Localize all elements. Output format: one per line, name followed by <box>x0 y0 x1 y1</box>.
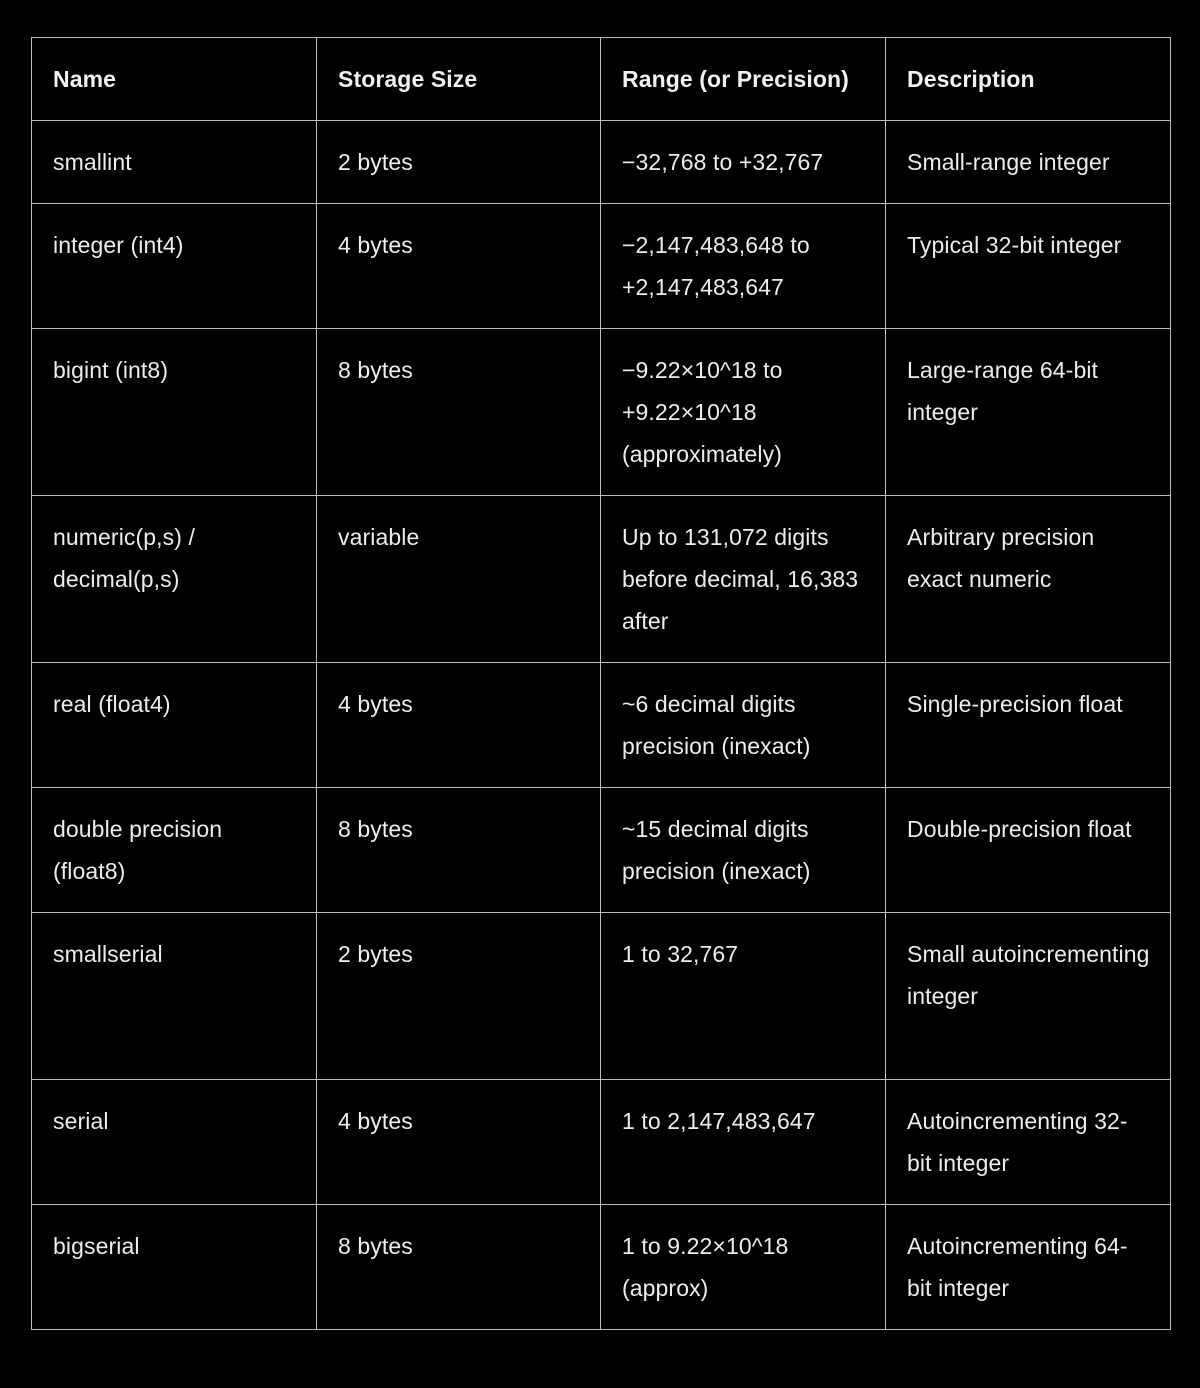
cell-description: Typical 32-bit integer <box>886 204 1171 329</box>
cell-range: −32,768 to +32,767 <box>601 121 886 204</box>
header-name: Name <box>32 38 317 121</box>
numeric-types-table <box>31 37 1171 1330</box>
numeric-types-table-container <box>31 37 1170 1330</box>
cell-name: bigserial <box>32 1205 317 1330</box>
table-row <box>32 913 1171 1080</box>
cell-name: integer (int4) <box>32 204 317 329</box>
cell-storage-size: 8 bytes <box>317 788 601 913</box>
cell-range: −9.22×10^18 to +9.22×10^18 (approximately) <box>601 329 886 496</box>
cell-range: 1 to 2,147,483,647 <box>601 1080 886 1205</box>
cell-description: Autoincrementing 64-bit integer <box>886 1205 1171 1330</box>
cell-range: ~6 decimal digits precision (inexact) <box>601 663 886 788</box>
cell-name: numeric(p,s) / decimal(p,s) <box>32 496 317 663</box>
header-description: Description <box>886 38 1171 121</box>
cell-name: real (float4) <box>32 663 317 788</box>
cell-name: double precision (float8) <box>32 788 317 913</box>
cell-description: Small autoincrementing integer <box>886 913 1171 1080</box>
cell-name: smallserial <box>32 913 317 1080</box>
cell-storage-size: variable <box>317 496 601 663</box>
cell-range: 1 to 9.22×10^18 (approx) <box>601 1205 886 1330</box>
cell-description: Double-precision float <box>886 788 1171 913</box>
cell-storage-size: 4 bytes <box>317 204 601 329</box>
table-row <box>32 1205 1171 1330</box>
header-storage-size: Storage Size <box>317 38 601 121</box>
table-row <box>32 788 1171 913</box>
cell-storage-size: 4 bytes <box>317 663 601 788</box>
cell-description: Arbitrary precision exact numeric <box>886 496 1171 663</box>
cell-name: serial <box>32 1080 317 1205</box>
cell-storage-size: 4 bytes <box>317 1080 601 1205</box>
header-range: Range (or Precision) <box>601 38 886 121</box>
cell-description: Small-range integer <box>886 121 1171 204</box>
cell-range: ~15 decimal digits precision (inexact) <box>601 788 886 913</box>
cell-range: −2,147,483,648 to +2,147,483,647 <box>601 204 886 329</box>
cell-storage-size: 2 bytes <box>317 913 601 1080</box>
cell-storage-size: 8 bytes <box>317 329 601 496</box>
table-header-row <box>32 38 1171 121</box>
cell-name: bigint (int8) <box>32 329 317 496</box>
cell-storage-size: 8 bytes <box>317 1205 601 1330</box>
table-row <box>32 204 1171 329</box>
cell-description: Single-precision float <box>886 663 1171 788</box>
cell-range: Up to 131,072 digits before decimal, 16,383 after <box>601 496 886 663</box>
table-row <box>32 329 1171 496</box>
table-row <box>32 1080 1171 1205</box>
table-row <box>32 121 1171 204</box>
cell-name: smallint <box>32 121 317 204</box>
cell-description: Large-range 64-bit integer <box>886 329 1171 496</box>
cell-description: Autoincrementing 32-bit integer <box>886 1080 1171 1205</box>
table-row <box>32 496 1171 663</box>
cell-range: 1 to 32,767 <box>601 913 886 1080</box>
table-row <box>32 663 1171 788</box>
cell-storage-size: 2 bytes <box>317 121 601 204</box>
